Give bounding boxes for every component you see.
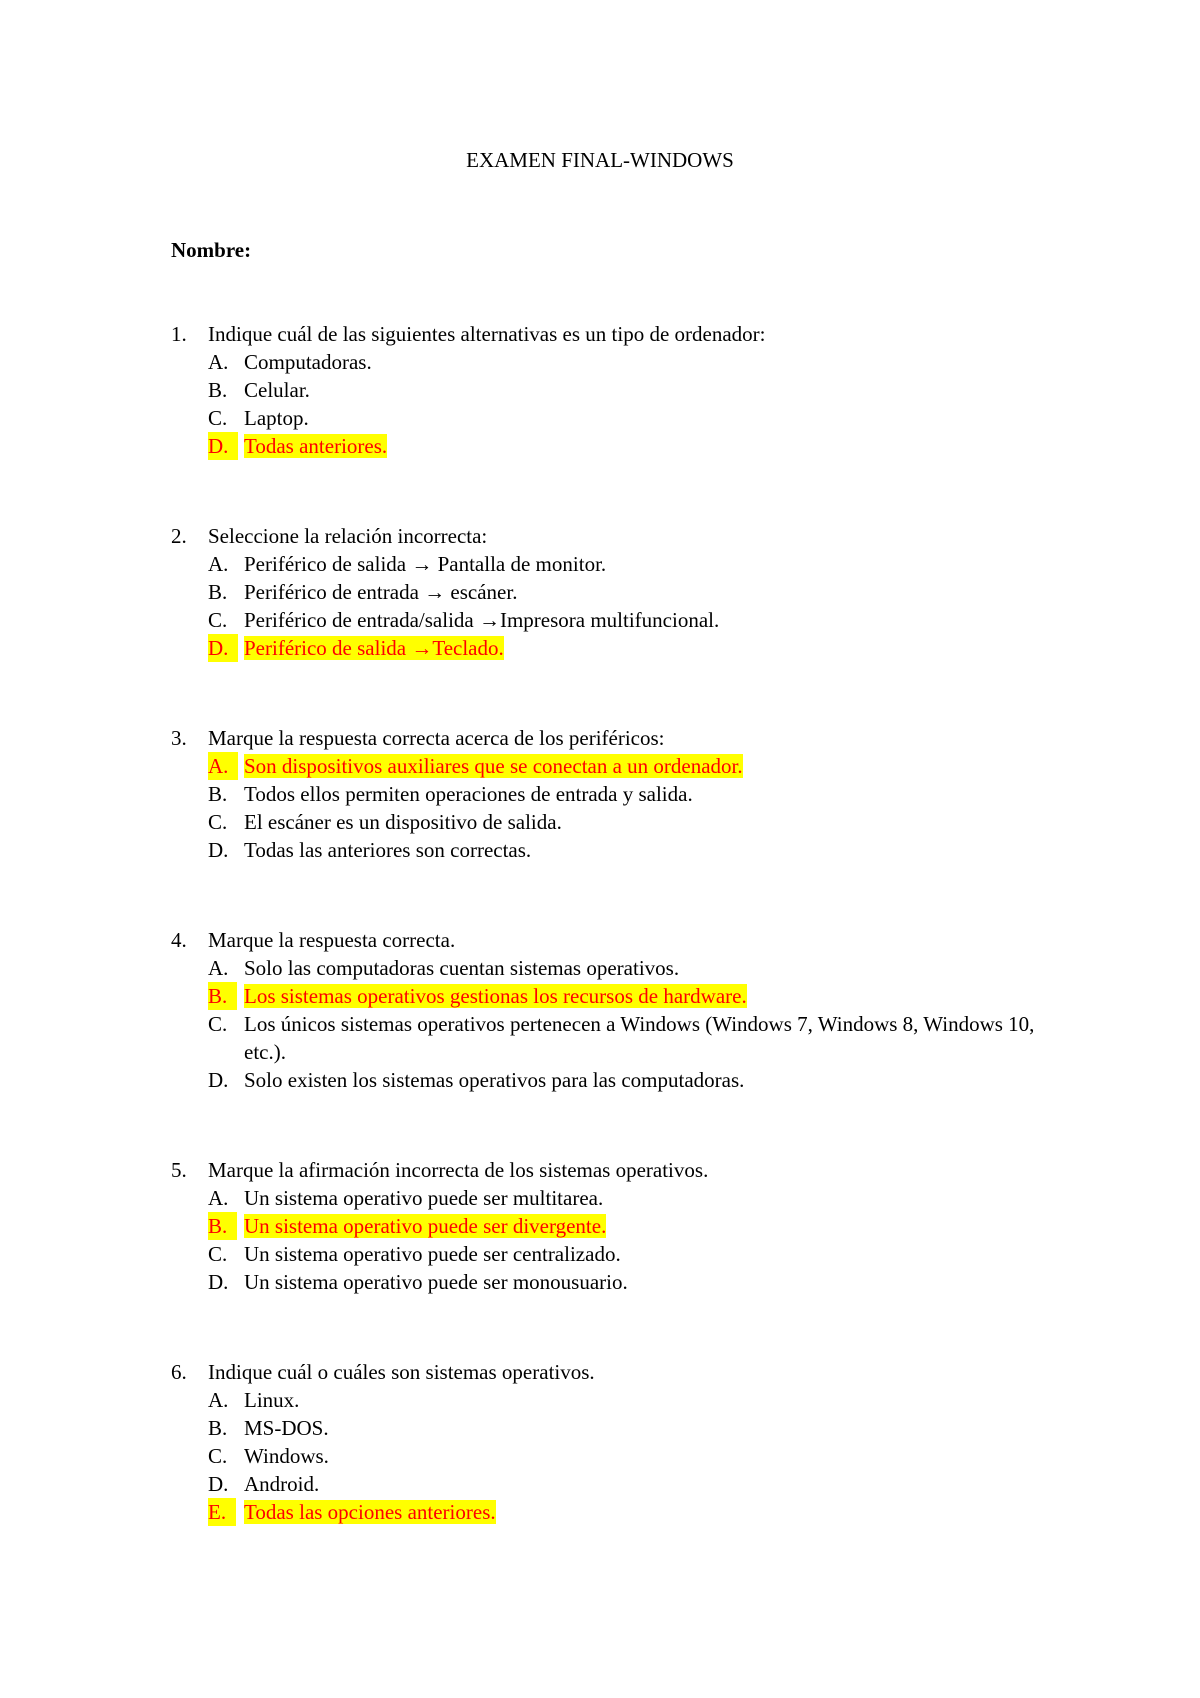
option-text: Periférico de salida → Pantalla de monitor. xyxy=(244,552,607,576)
option-a xyxy=(171,954,1071,982)
option-d-correct xyxy=(171,634,1071,662)
option-letter: E. xyxy=(208,1498,236,1526)
option-text: Un sistema operativo puede ser multitarea. xyxy=(244,1186,604,1210)
option-b xyxy=(171,1414,1071,1442)
option-letter: A. xyxy=(208,1186,229,1210)
option-text: Son dispositivos auxiliares que se conectan a un ordenador. xyxy=(244,754,743,778)
question-list xyxy=(171,320,1071,1526)
option-d xyxy=(171,1268,1071,1296)
option-letter: D. xyxy=(208,634,238,662)
option-d-correct xyxy=(171,432,1071,460)
question-3 xyxy=(171,724,1071,864)
question-stem xyxy=(171,1358,1071,1386)
option-letter: B. xyxy=(208,1416,228,1440)
option-d xyxy=(171,1066,1071,1094)
option-d xyxy=(171,1470,1071,1498)
option-letter: A. xyxy=(208,552,229,576)
option-letter: A. xyxy=(208,956,229,980)
question-stem xyxy=(171,1156,1071,1184)
option-letter: D. xyxy=(208,432,238,460)
option-letter: A. xyxy=(208,1388,229,1412)
option-letter: C. xyxy=(208,1444,228,1468)
question-text: Marque la afirmación incorrecta de los sistemas operativos. xyxy=(208,1158,709,1182)
question-number: 1. xyxy=(171,322,187,346)
option-text: Laptop. xyxy=(244,406,309,430)
page-title: EXAMEN FINAL-WINDOWS xyxy=(466,148,734,172)
option-b xyxy=(171,780,1071,808)
option-text: Un sistema operativo puede ser divergente. xyxy=(244,1214,607,1238)
option-letter: B. xyxy=(208,580,228,604)
option-text: Solo las computadoras cuentan sistemas operativos. xyxy=(244,956,680,980)
option-a-correct xyxy=(171,752,1071,780)
option-e-correct xyxy=(171,1498,1071,1526)
option-text: Todas las anteriores son correctas. xyxy=(244,838,532,862)
option-letter: D. xyxy=(208,1270,229,1294)
option-text: Periférico de entrada/salida →Impresora multifuncional. xyxy=(244,608,720,632)
option-letter: B. xyxy=(208,982,237,1010)
question-text: Marque la respuesta correcta acerca de los periféricos: xyxy=(208,726,665,750)
question-text: Indique cuál o cuáles son sistemas operativos. xyxy=(208,1360,595,1384)
option-b xyxy=(171,578,1071,606)
option-text: Periférico de salida →Teclado. xyxy=(244,636,504,660)
question-stem xyxy=(171,522,1071,550)
question-text: Marque la respuesta correcta. xyxy=(208,928,456,952)
option-text: Solo existen los sistemas operativos para las computadoras. xyxy=(244,1068,745,1092)
option-text: Todas las opciones anteriores. xyxy=(244,1500,496,1524)
option-a xyxy=(171,348,1071,376)
option-letter: C. xyxy=(208,608,228,632)
option-d xyxy=(171,836,1071,864)
option-c xyxy=(171,808,1071,836)
option-a xyxy=(171,550,1071,578)
option-text: Un sistema operativo puede ser centralizado. xyxy=(244,1242,621,1266)
option-letter: C. xyxy=(208,1242,228,1266)
question-number: 3. xyxy=(171,726,187,750)
option-text: Los únicos sistemas operativos pertenecen a Windows (Windows 7, Windows 8, Windows 10, etc.). xyxy=(244,1012,1035,1064)
question-2 xyxy=(171,522,1071,662)
option-letter: D. xyxy=(208,1472,229,1496)
question-stem xyxy=(171,320,1071,348)
question-6 xyxy=(171,1358,1071,1526)
option-c xyxy=(171,404,1071,432)
option-text: Windows. xyxy=(244,1444,329,1468)
option-text: Computadoras. xyxy=(244,350,372,374)
option-text: Un sistema operativo puede ser monousuario. xyxy=(244,1270,628,1294)
option-letter: C. xyxy=(208,810,228,834)
option-letter: B. xyxy=(208,1212,237,1240)
option-letter: C. xyxy=(208,1012,228,1036)
option-text: Todos ellos permiten operaciones de entrada y salida. xyxy=(244,782,693,806)
option-text: MS-DOS. xyxy=(244,1416,329,1440)
option-text: Linux. xyxy=(244,1388,300,1412)
question-stem xyxy=(171,724,1071,752)
question-stem xyxy=(171,926,1071,954)
question-4 xyxy=(171,926,1071,1094)
option-b-correct xyxy=(171,1212,1071,1240)
option-text: El escáner es un dispositivo de salida. xyxy=(244,810,562,834)
question-text: Seleccione la relación incorrecta: xyxy=(208,524,488,548)
option-text: Celular. xyxy=(244,378,310,402)
option-text: Los sistemas operativos gestionas los recursos de hardware. xyxy=(244,984,747,1008)
question-text: Indique cuál de las siguientes alternativas es un tipo de ordenador: xyxy=(208,322,766,346)
question-number: 6. xyxy=(171,1360,187,1384)
option-text: Periférico de entrada → escáner. xyxy=(244,580,518,604)
option-a xyxy=(171,1184,1071,1212)
option-letter: D. xyxy=(208,1068,229,1092)
option-a xyxy=(171,1386,1071,1414)
option-text: Todas anteriores. xyxy=(244,434,388,458)
question-1 xyxy=(171,320,1071,460)
option-letter: A. xyxy=(208,350,229,374)
option-c xyxy=(171,1442,1071,1470)
question-number: 2. xyxy=(171,524,187,548)
option-letter: D. xyxy=(208,838,229,862)
question-5 xyxy=(171,1156,1071,1296)
question-number: 4. xyxy=(171,928,187,952)
option-letter: A. xyxy=(208,752,238,780)
option-letter: C. xyxy=(208,406,228,430)
option-c xyxy=(171,1010,1071,1066)
option-b xyxy=(171,376,1071,404)
option-letter: B. xyxy=(208,782,228,806)
option-c xyxy=(171,606,1071,634)
name-label: Nombre: xyxy=(171,238,252,262)
option-letter: B. xyxy=(208,378,228,402)
option-text: Android. xyxy=(244,1472,320,1496)
option-b-correct xyxy=(171,982,1071,1010)
question-number: 5. xyxy=(171,1158,187,1182)
option-c xyxy=(171,1240,1071,1268)
